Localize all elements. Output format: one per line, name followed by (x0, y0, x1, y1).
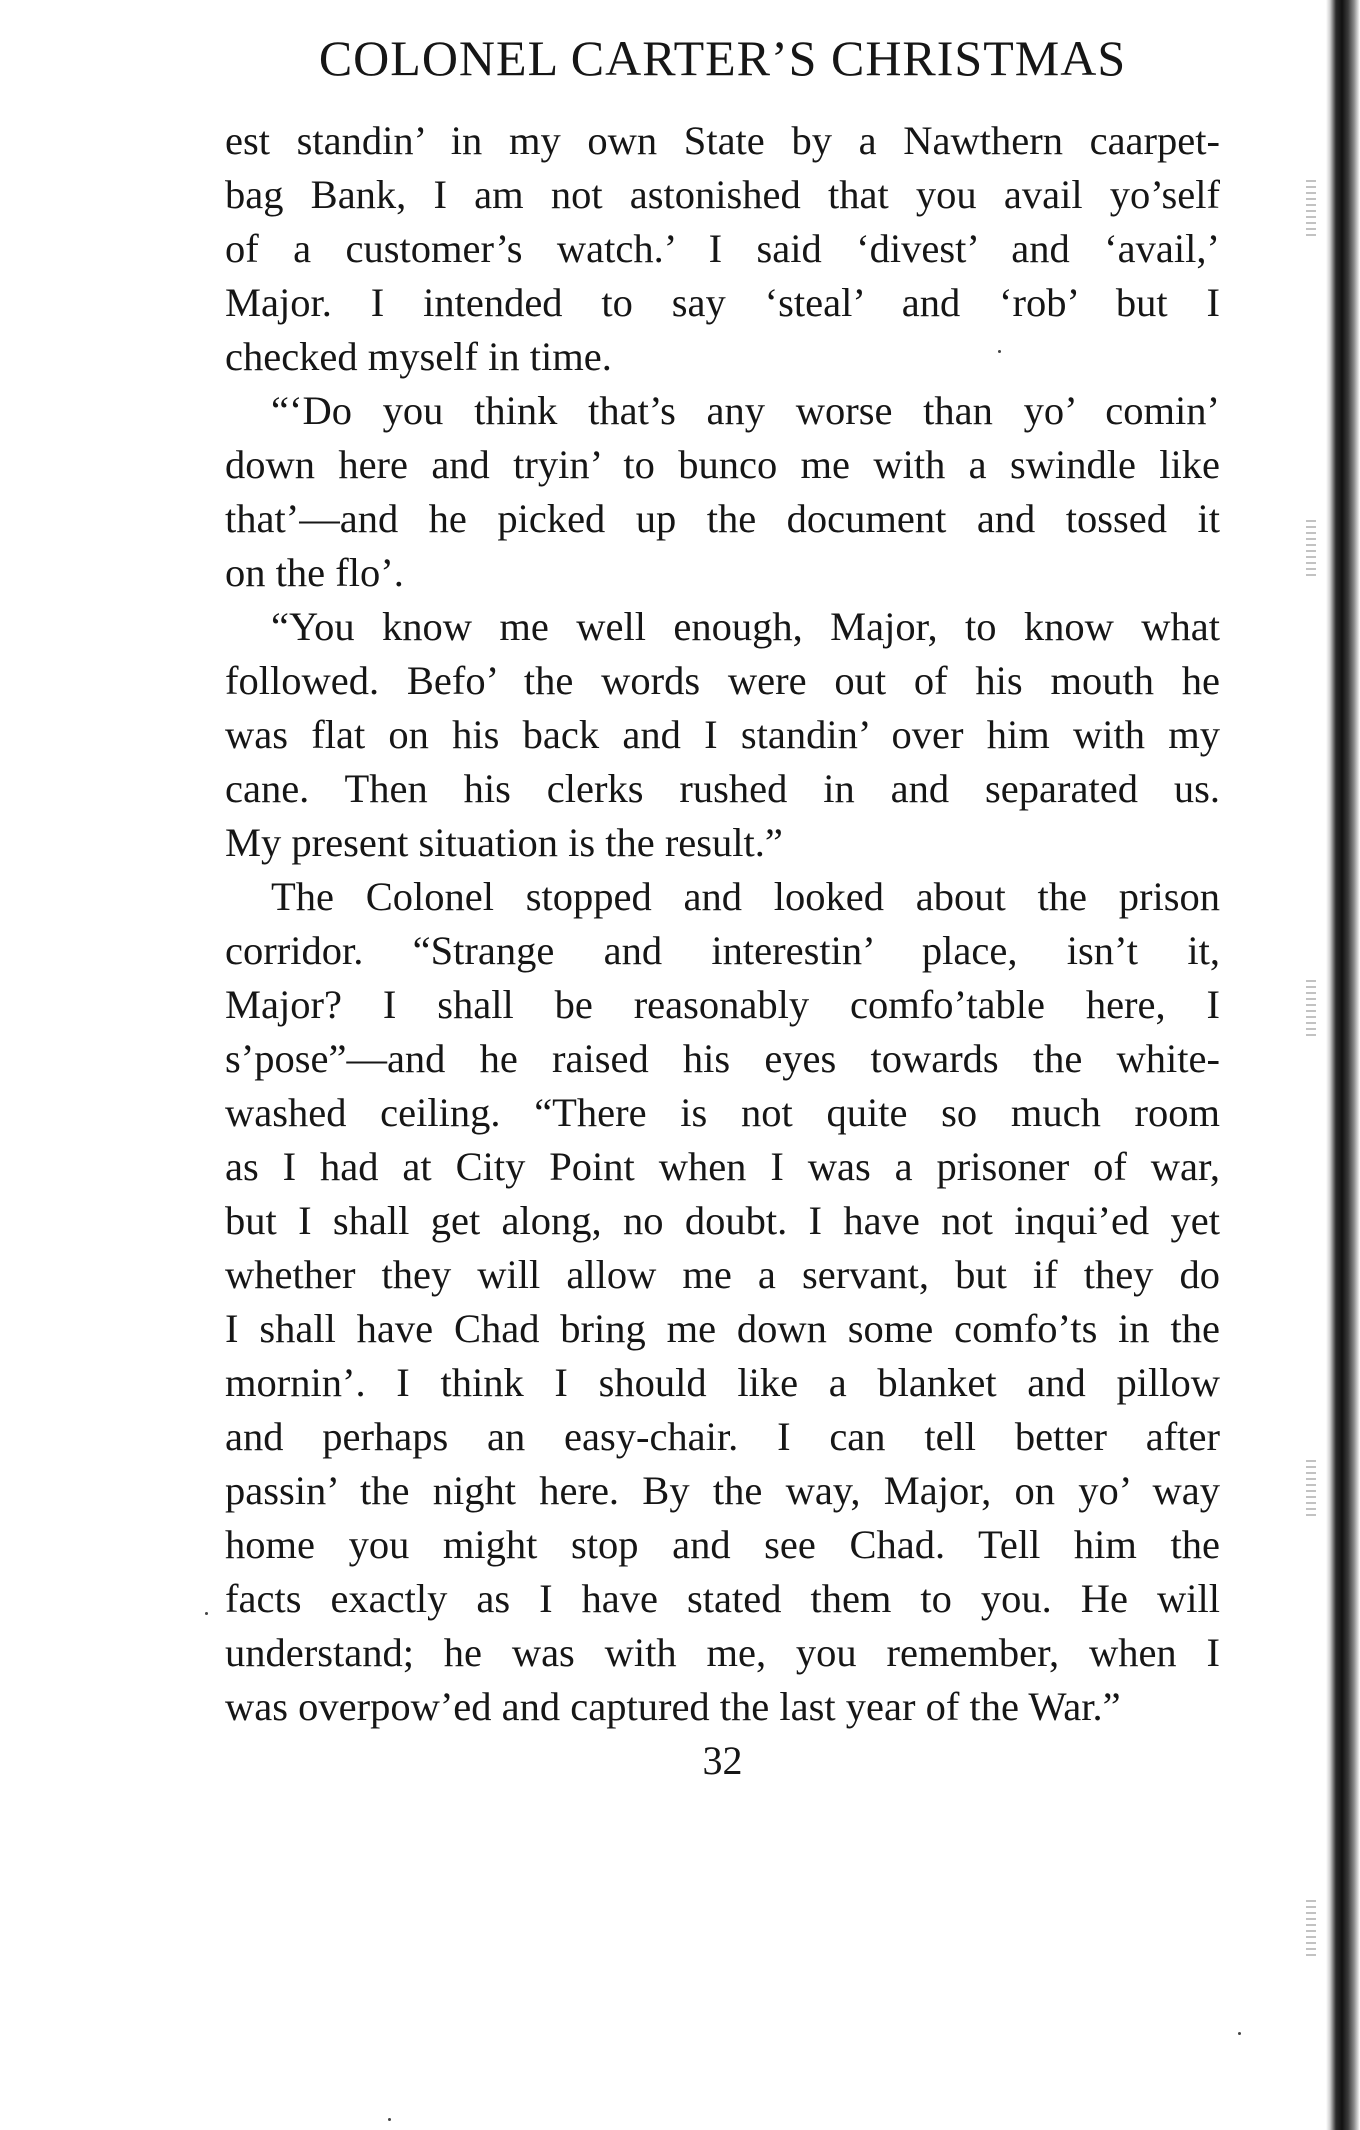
text-line: and perhaps an easy-chair. I can tell better after (225, 1414, 1220, 1459)
edge-texture (1306, 180, 1316, 240)
text-line: s’pose”—and he raised his eyes towards the white- (225, 1036, 1220, 1081)
paragraph (225, 870, 1220, 1734)
edge-texture (1306, 520, 1316, 580)
body-text (225, 114, 1220, 1734)
text-line: cane. Then his clerks rushed in and separated us. (225, 766, 1220, 811)
paragraph (225, 384, 1220, 600)
text-line: followed. Befo’ the words were out of his mouth he (225, 658, 1220, 703)
text-line: but I shall get along, no doubt. I have not inqui’ed yet (225, 1198, 1220, 1243)
paragraph (225, 600, 1220, 870)
text-line: was flat on his back and I standin’ over him with my (225, 712, 1220, 757)
text-line: that’—and he picked up the document and tossed it (225, 496, 1220, 541)
text-line: down here and tryin’ to bunco me with a swindle like (225, 442, 1220, 487)
text-line: mornin’. I think I should like a blanket and pillow (225, 1360, 1220, 1405)
print-speck (388, 2118, 391, 2121)
page-number: 32 (702, 1738, 743, 1783)
text-line: bag Bank, I am not astonished that you avail yo’self (225, 172, 1220, 217)
text-line: understand; he was with me, you remember, when I (225, 1630, 1220, 1675)
text-line: corridor. “Strange and interestin’ place, isn’t it, (225, 928, 1220, 973)
text-line: The Colonel stopped and looked about the prison (271, 874, 1220, 919)
text-line: “You know me well enough, Major, to know what (271, 604, 1220, 649)
text-line: Major? I shall be reasonably comfo’table here, I (225, 982, 1220, 1027)
text-line: whether they will allow me a servant, but if they do (225, 1252, 1220, 1297)
edge-texture (1306, 1900, 1316, 1960)
text-line: My present situation is the result.” (225, 820, 783, 865)
text-line: passin’ the night here. By the way, Major, on yo’ way (225, 1468, 1220, 1513)
text-line: of a customer’s watch.’ I said ‘divest’ and ‘avail,’ (225, 226, 1220, 271)
print-speck (1238, 2032, 1241, 2035)
edge-texture (1306, 980, 1316, 1040)
paragraph-continued (225, 114, 1220, 384)
text-line: washed ceiling. “There is not quite so much room (225, 1090, 1220, 1135)
text-line: as I had at City Point when I was a prisoner of war, (225, 1144, 1220, 1189)
running-title: COLONEL CARTER’S CHRISTMAS (318, 30, 1127, 86)
text-line: est standin’ in my own State by a Nawthern caarpet- (225, 118, 1220, 163)
text-line: home you might stop and see Chad. Tell him the (225, 1522, 1220, 1567)
print-speck (998, 350, 1001, 353)
edge-texture (1306, 1460, 1316, 1520)
text-line: checked myself in time. (225, 334, 612, 379)
book-spine-edge (1318, 0, 1360, 2130)
print-speck (205, 1612, 208, 1615)
text-line: I shall have Chad bring me down some comfo’ts in the (225, 1306, 1220, 1351)
text-line: Major. I intended to say ‘steal’ and ‘rob’ but I (225, 280, 1220, 325)
text-line: was overpow’ed and captured the last year of the War.” (225, 1684, 1121, 1729)
text-line: “‘Do you think that’s any worse than yo’ comin’ (271, 388, 1220, 433)
text-line: on the flo’. (225, 550, 404, 595)
text-line: facts exactly as I have stated them to you. He will (225, 1576, 1220, 1621)
